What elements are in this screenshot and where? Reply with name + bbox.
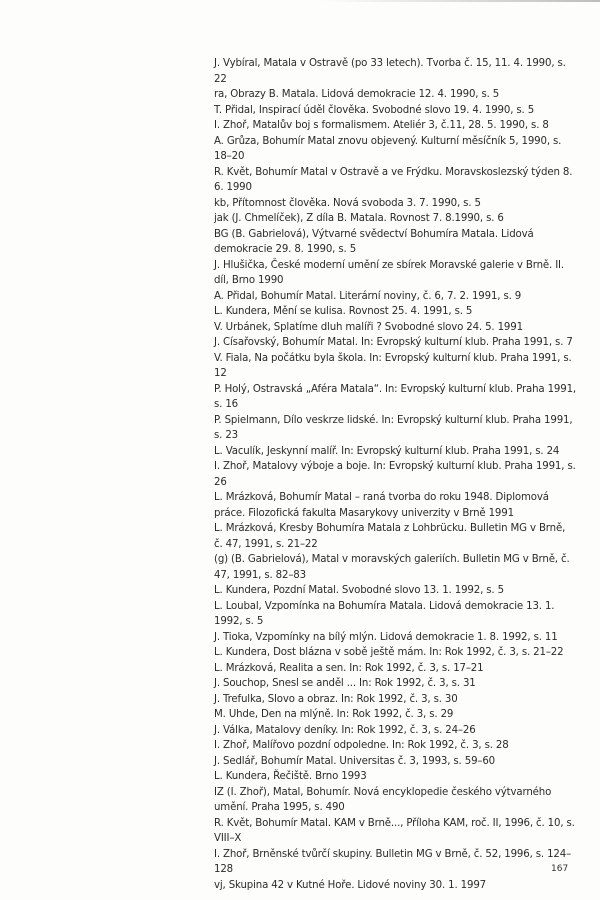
bibliography-entry: L. Mrázková, Realita a sen. In: Rok 1992, č. 3, s. 17–21 [214,662,484,674]
page-number: 167 [551,864,569,874]
bibliography-entry: IZ (I. Zhoř), Matal, Bohumír. Nová encyklopedie českého výtvarného umění. Praha 1995, s. 490 [214,786,552,813]
bibliography-entry: kb, Přítomnost člověka. Nová svoboda 3. 7. 1990, s. 5 [214,197,481,209]
scan-edge-shadow [320,0,600,2]
bibliography-entry: I. Zhoř, Matalovy výboje a boje. In: Evropský kulturní klub. Praha 1991, s. 26 [214,461,576,488]
bibliography-entry: V. Urbánek, Splatíme dluh malíři ? Svobodné slovo 24. 5. 1991 [214,321,523,333]
bibliography-entry: J. Válka, Matalovy deníky. In: Rok 1992, č. 3, s. 24–26 [214,724,476,736]
bibliography-list [214,56,576,893]
bibliography-entry: BG (B. Gabrielová), Výtvarné svědectví Bohumíra Matala. Lidová demokracie 29. 8. 1990, s. 5 [214,228,534,255]
bibliography-entry: L. Mrázková, Kresby Bohumíra Matala z Lohbrücku. Bulletin MG v Brně, č. 47, 1991, s. 21–22 [214,523,566,550]
bibliography-entry: J. Trefulka, Slovo a obraz. In: Rok 1992, č. 3, s. 30 [214,693,458,705]
bibliography-entry: T. Přidal, Inspirací úděl člověka. Svobodné slovo 19. 4. 1990, s. 5 [214,104,535,116]
bibliography-entry: L. Kundera, Dost blázna v sobě ještě mám. In: Rok 1992, č. 3, s. 21–22 [214,647,564,658]
bibliography-entry: J. Vybíral, Matala v Ostravě (po 33 letech). Tvorba č. 15, 11. 4. 1990, s. 22 [214,58,566,85]
bibliography-entry: L. Loubal, Vzpomínka na Bohumíra Matala. Lidová demokracie 13. 1. 1992, s. 5 [214,600,555,627]
bibliography-entry: L. Vaculík, Jeskynní malíř. In: Evropský kulturní klub. Praha 1991, s. 24 [214,445,560,457]
bibliography-entry: (g) (B. Gabrielová), Matal v moravských galeriích. Bulletin MG v Brně, č. 47, 1991, s. 82–83 [214,554,570,581]
bibliography-entry: R. Květ, Bohumír Matal v Ostravě a ve Frýdku. Moravskoslezský týden 8. 6. 1990 [214,166,573,193]
bibliography-entry: P. Holý, Ostravská „Aféra Matala“. In: Evropský kulturní klub. Praha 1991, s. 16 [214,383,577,410]
bibliography-entry: A. Přidal, Bohumír Matal. Literární noviny, č. 6, 7. 2. 1991, s. 9 [214,290,522,302]
bibliography-entry: P. Spielmann, Dílo veskrze lidské. In: Evropský kulturní klub. Praha 1991, s. 23 [214,414,573,441]
bibliography-entry: L. Kundera, Řečiště. Brno 1993 [214,771,367,782]
bibliography-entry: L. Kundera, Mění se kulisa. Rovnost 25. 4. 1991, s. 5 [214,306,473,317]
bibliography-entry: J. Sedlář, Bohumír Matal. Universitas č. 3, 1993, s. 59–60 [214,755,496,767]
bibliography-entry: J. Souchop, Snesl se anděl ... In: Rok 1992, č. 3, s. 31 [214,678,476,689]
bibliography-entry: R. Květ, Bohumír Matal. KAM v Brně..., Příloha KAM, roč. II, 1996, č. 10, s. VIII–X [214,817,575,844]
bibliography-entry: V. Fiala, Na počátku byla škola. In: Evropský kulturní klub. Praha 1991, s. 12 [214,352,572,379]
bibliography-entry: jak (J. Chmelíček), Z díla B. Matala. Rovnost 7. 8.1990, s. 6 [214,213,504,224]
bibliography-entry: J. Hlušička, České moderní umění ze sbírek Moravské galerie v Brně. II. díl, Brno 1990 [214,259,564,286]
bibliography-entry: I. Zhoř, Malířovo pozdní odpoledne. In: Rok 1992, č. 3, s. 28 [214,740,509,751]
bibliography-entry: J. Tioka, Vzpomínky na bílý mlýn. Lidová demokracie 1. 8. 1992, s. 11 [214,631,558,643]
bibliography-entry: M. Uhde, Den na mlýně. In: Rok 1992, č. 3, s. 29 [214,709,454,720]
bibliography-entry: I. Zhoř, Brněnské tvůrčí skupiny. Bulletin MG v Brně, č. 52, 1996, s. 124–128 [214,848,572,875]
bibliography-entry: A. Grůza, Bohumír Matal znovu objevený. Kulturní měsíčník 5, 1990, s. 18–20 [214,135,562,162]
bibliography-entry: L. Mrázková, Bohumír Matal – raná tvorba do roku 1948. Diplomová práce. Filozofická fakulta Masarykovy univerzity v Brně 1991 [214,492,549,519]
bibliography-entry: I. Zhoř, Matalův boj s formalismem. Ateliér 3, č.11, 28. 5. 1990, s. 8 [214,120,549,131]
bibliography-entry: J. Císařovský, Bohumír Matal. In: Evropský kulturní klub. Praha 1991, s. 7 [214,337,573,348]
bibliography-entry: vj, Skupina 42 v Kutné Hoře. Lidové noviny 30. 1. 1997 [214,879,486,891]
bibliography-entry: ra, Obrazy B. Matala. Lidová demokracie 12. 4. 1990, s. 5 [214,89,500,100]
bibliography-entry: L. Kundera, Pozdní Matal. Svobodné slovo 13. 1. 1992, s. 5 [214,585,504,596]
